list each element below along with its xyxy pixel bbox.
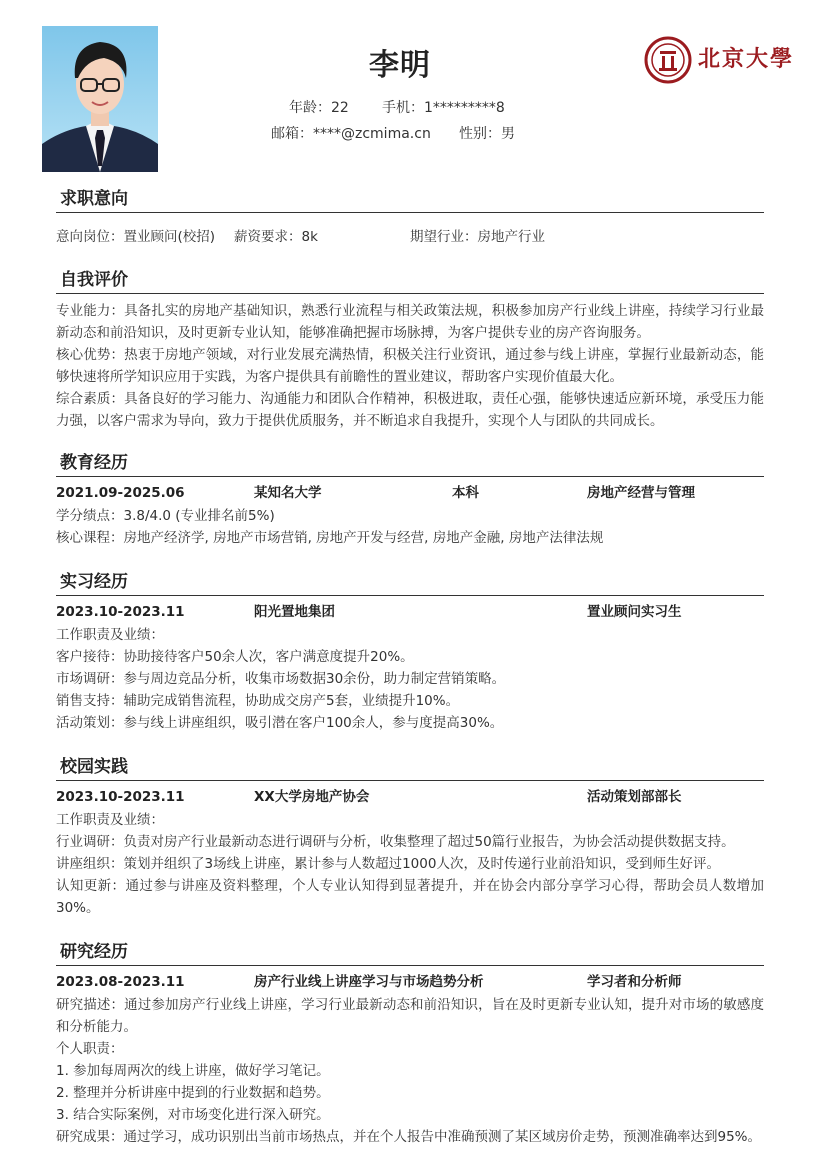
university-seal-icon xyxy=(644,36,692,84)
education-line: 核心课程：房地产经济学, 房地产市场营销, 房地产开发与经营, 房地产金融, 房地产法律法规 xyxy=(56,530,604,546)
internship-line: 工作职责及业绩： xyxy=(56,627,164,643)
internship-line: 活动策划：参与线上讲座组织，吸引潜在客户100余人，参与度提高30%。 xyxy=(56,715,504,731)
internship-period: 2023.10-2023.11 xyxy=(56,604,185,620)
research-topic: 房产行业线上讲座学习与市场趋势分析 xyxy=(254,974,484,990)
phone-field xyxy=(382,97,505,117)
section-title: 研究经历 xyxy=(56,939,764,966)
research-line: 3. 结合实际案例，对市场变化进行深入研究。 xyxy=(56,1107,330,1123)
internship-company: 阳光置地集团 xyxy=(254,604,335,620)
education-school: 某知名大学 xyxy=(254,485,322,501)
research-period: 2023.08-2023.11 xyxy=(56,974,185,990)
campus-header-row xyxy=(56,786,764,808)
university-logo-text: 北京大學 xyxy=(698,46,795,72)
campus-line: 认知更新：通过参与讲座及资料整理，个人专业认知得到显著提升，并在协会内部分享学习心得，帮助会员人数增加30%。 xyxy=(56,878,764,916)
section-title: 校园实践 xyxy=(56,754,764,781)
university-logo xyxy=(644,36,794,84)
campus-practice-section xyxy=(56,754,764,919)
email-field xyxy=(271,123,431,143)
intent-industry: 期望行业：房地产行业 xyxy=(410,229,545,245)
research-line: 1. 参加每周两次的线上讲座，做好学习笔记。 xyxy=(56,1063,330,1079)
gender-value: 男 xyxy=(501,126,515,142)
education-header-row xyxy=(56,482,764,504)
research-line: 研究成果：通过学习，成功识别出当前市场热点，并在个人报告中准确预测了某区域房价走势，预测准确率达到95%。 xyxy=(56,1129,762,1145)
research-header-row xyxy=(56,971,764,993)
self-eval-paragraph: 专业能力：具备扎实的房地产基础知识，熟悉行业流程与相关政策法规，积极参加房产行业线上讲座，持续学习行业最新动态和前沿知识，及时更新专业认知，能够准确把握市场脉搏，为客户提供专业的房产咨询服务。 xyxy=(56,303,764,341)
internship-line: 客户接待：协助接待客户50余人次，客户满意度提升20%。 xyxy=(56,649,414,665)
intent-salary: 薪资要求：8k xyxy=(234,229,318,245)
phone-value: 1*********8 xyxy=(424,100,505,116)
education-section xyxy=(56,450,764,549)
intent-position: 意向岗位：置业顾问(校招) xyxy=(56,229,216,245)
age-value: 22 xyxy=(331,100,349,116)
internship-role: 置业顾问实习生 xyxy=(587,604,682,620)
education-degree: 本科 xyxy=(452,485,479,501)
research-role: 学习者和分析师 xyxy=(587,974,682,990)
self-eval-paragraph: 综合素质：具备良好的学习能力、沟通能力和团队合作精神，积极进取，责任心强，能够快速适应新环境，承受压力能力强，以客户需求为导向，致力于提供优质服务，并不断追求自我提升，实现个人与团队的共同成长。 xyxy=(56,391,764,429)
email-label: 邮箱： xyxy=(271,126,313,142)
campus-line: 行业调研：负责对房产行业最新动态进行调研与分析，收集整理了超过50篇行业报告，为协会活动提供数据支持。 xyxy=(56,834,735,850)
campus-org: XX大学房地产协会 xyxy=(254,789,370,805)
section-title: 教育经历 xyxy=(56,450,764,477)
candidate-name: 李明 xyxy=(369,48,431,83)
internship-line: 市场调研：参与周边竞品分析，收集市场数据30余份，助力制定营销策略。 xyxy=(56,671,506,687)
education-line: 学分绩点：3.8/4.0 (专业排名前5%) xyxy=(56,508,275,524)
gender-field xyxy=(459,123,515,143)
profile-photo xyxy=(42,26,158,172)
gender-label: 性别： xyxy=(459,126,501,142)
campus-role: 活动策划部部长 xyxy=(587,789,682,805)
internship-section xyxy=(56,569,764,734)
research-line: 个人职责： xyxy=(56,1041,124,1057)
campus-line: 讲座组织：策划并组织了3场线上讲座，累计参与人数超过1000人次，及时传递行业前沿知识，受到师生好评。 xyxy=(56,856,720,872)
internship-header-row xyxy=(56,601,764,623)
age-label: 年龄： xyxy=(289,100,331,116)
email-value: ****@zcmima.cn xyxy=(313,126,431,142)
phone-label: 手机： xyxy=(382,100,424,116)
campus-line: 工作职责及业绩： xyxy=(56,812,164,828)
job-intent-section xyxy=(56,186,764,248)
research-line: 2. 整理并分析讲座中提到的行业数据和趋势。 xyxy=(56,1085,330,1101)
self-evaluation-section xyxy=(56,267,764,432)
section-title: 求职意向 xyxy=(56,186,764,213)
self-eval-paragraph: 核心优势：热衷于房地产领域，对行业发展充满热情，积极关注行业资讯，通过参与线上讲座，掌握行业最新动态，能够快速将所学知识应用于实践，为客户提供具有前瞻性的置业建议，帮助客户实现价值最大化。 xyxy=(56,347,764,385)
internship-line: 销售支持：辅助完成销售流程，协助成交房产5套，业绩提升10%。 xyxy=(56,693,460,709)
education-period: 2021.09-2025.06 xyxy=(56,485,185,501)
education-major: 房地产经营与管理 xyxy=(587,485,695,501)
section-title: 实习经历 xyxy=(56,569,764,596)
age-field xyxy=(289,97,349,117)
research-line: 研究描述：通过参加房产行业线上讲座，学习行业最新动态和前沿知识，旨在及时更新专业认知，提升对市场的敏感度和分析能力。 xyxy=(56,997,764,1035)
section-title: 自我评价 xyxy=(56,267,764,294)
campus-period: 2023.10-2023.11 xyxy=(56,789,185,805)
research-section xyxy=(56,939,764,1148)
